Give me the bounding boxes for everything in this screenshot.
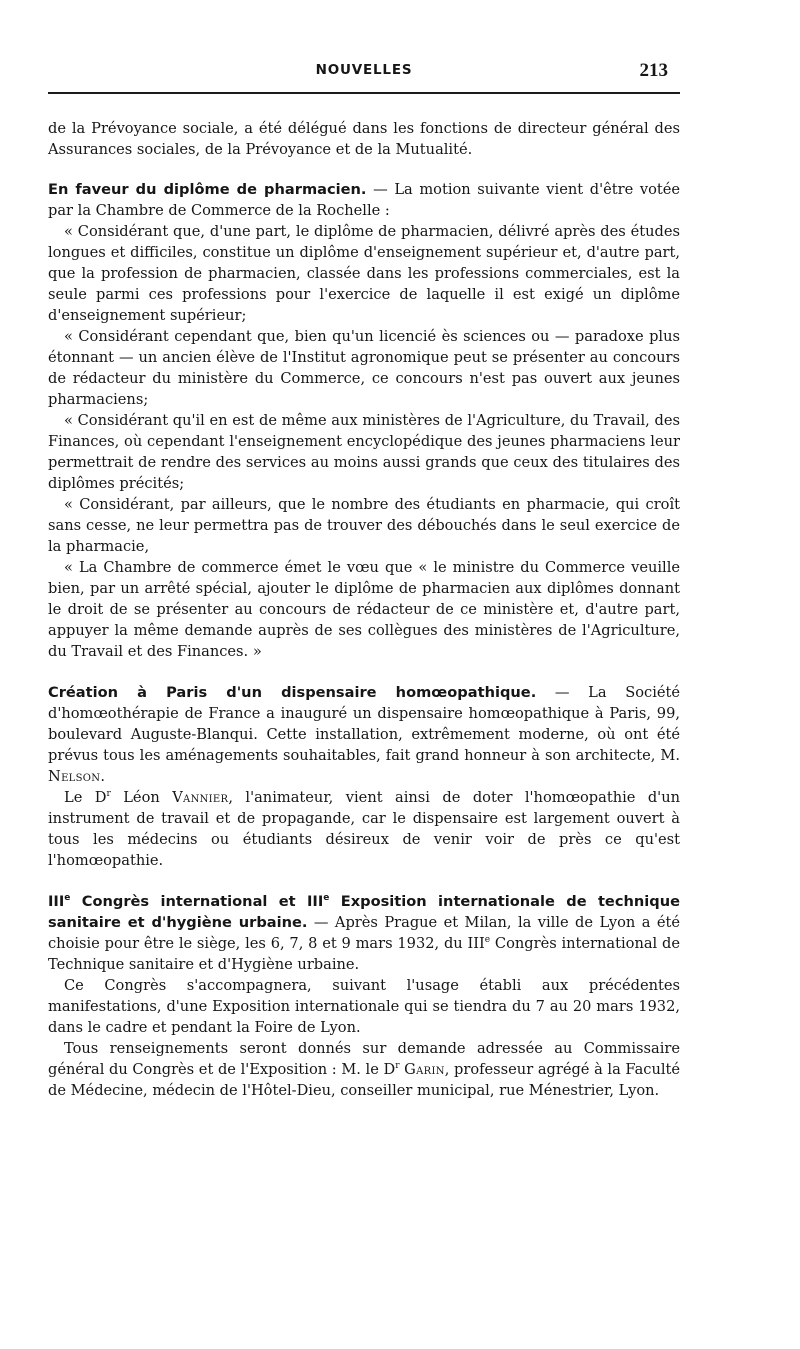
article-text: , l'animateur, vient ainsi de doter l'homœopathie d'un instrument de travail et de propagande, car le dispensaire est largement ouvert à tous les médecins ou étudiants désireux de venir voir de près ce qu'est l'homœopathie. [48, 789, 680, 869]
article-text: Le D [64, 789, 107, 806]
page-number: 213 [639, 60, 668, 81]
article-paragraph [48, 787, 680, 871]
article-congress [48, 891, 680, 975]
article-dispensary [48, 682, 680, 787]
heading-text: Exposition internationale de technique sanitaire et d'hygiène urbaine. [48, 893, 680, 931]
motion-paragraph: « La Chambre de commerce émet le vœu que « le ministre du Commerce veuille bien, par un arrêté spécial, ajouter le diplôme de pharmacien aux diplômes donnant le droit de se présenter au concours de rédacteur de ce ministère et, d'autre part, appuyer la même demande auprès de ses collègues des ministères de l'Agriculture, du Travail et des Finances. » [48, 559, 680, 660]
ordinal-superscript: e [323, 893, 330, 904]
article-text: Tous renseignements seront donnés sur demande adressée au Commissaire général du Congrès et de l'Exposition : M. le D [48, 1040, 680, 1078]
abbrev-superscript: r [106, 789, 111, 800]
article-paragraph: Ce Congrès s'accompagnera, suivant l'usage établi aux précédentes manifestations, d'une Exposition internationale qui se tiendra du 7 au 20 mars 1932, dans le cadre et pendant la Foire de Lyon. [48, 977, 680, 1036]
page-header [48, 60, 680, 94]
article-heading: En faveur du diplôme de pharmacien. [48, 181, 367, 198]
article-text: Congrès international de Technique sanitaire et d'Hygiène urbaine. [48, 935, 680, 973]
professor-name: Garin [404, 1061, 445, 1078]
article-text: Léon [110, 789, 173, 806]
animator-name: Vannier [172, 789, 229, 806]
abbrev-superscript: r [395, 1061, 400, 1072]
article-text: . [100, 768, 105, 785]
article-paragraph [48, 1038, 680, 1101]
architect-name: Nelson [48, 768, 101, 785]
motion-paragraph: « Considérant que, d'une part, le diplôme de pharmacien, délivré après des études longues et difficiles, constitue un diplôme d'enseignement supérieur et, d'autre part, que la profession de pharmacien, classée dans les professions commerciales, est la seule parmi ces professions pour l'exercice de laquelle il est exigé un diplôme d'enseignement supérieur; [48, 223, 680, 324]
article-continuation: de la Prévoyance sociale, a été délégué dans les fonctions de directeur général des Assurances sociales, de la Prévoyance et de la Mutualité. [48, 120, 680, 158]
article-text: , professeur agrégé à la Faculté de Médecine, médecin de l'Hôtel-Dieu, conseiller municipal, rue Ménestrier, Lyon. [48, 1061, 681, 1099]
motion-paragraph: « Considérant, par ailleurs, que le nombre des étudiants en pharmacie, qui croît sans cesse, ne leur permettra pas de trouver des débouchés dans le seul exercice de la pharmacie, [48, 496, 680, 555]
article-heading: Création à Paris d'un dispensaire homœopathique. [48, 684, 537, 701]
ordinal-superscript: e [484, 935, 491, 946]
heading-text: III [48, 893, 65, 910]
motion-paragraph: « Considérant cependant que, bien qu'un licencié ès sciences ou — paradoxe plus étonnant — un ancien élève de l'Institut agronomique peut se présenter au concours de rédacteur du ministère du Commerce, ce concours n'est pas ouvert aux jeunes pharmaciens; [48, 328, 680, 408]
article-text: — La Société d'homœothérapie de France a inauguré un dispensaire homœopathique à Paris, 99, boulevard Auguste-Blanqui. Cette installation, extrêmement moderne, où ont été prévus tous les aménagements souhaitables, fait grand honneur à son architecte, M. [48, 684, 681, 764]
running-title: NOUVELLES [315, 62, 413, 78]
article-pharmacy-diploma [48, 179, 680, 221]
motion-paragraph: « Considérant qu'il en est de même aux ministères de l'Agriculture, du Travail, des Finances, où cependant l'enseignement encyclopédique des jeunes pharmaciens leur permettrait de rendre des services au moins aussi grands que ceux des titulaires des diplômes précités; [48, 412, 680, 492]
article-intro: — La motion suivante vient d'être votée par la Chambre de Commerce de la Rochelle : [48, 181, 680, 219]
page-body [48, 118, 680, 1101]
heading-text: Congrès international et III [70, 893, 324, 910]
header-rule [48, 92, 680, 94]
ordinal-superscript: e [64, 893, 71, 904]
article-text: — Après Prague et Milan, la ville de Lyon a été choisie pour être le siège, les 6, 7, 8 et 9 mars 1932, du III [48, 914, 680, 952]
